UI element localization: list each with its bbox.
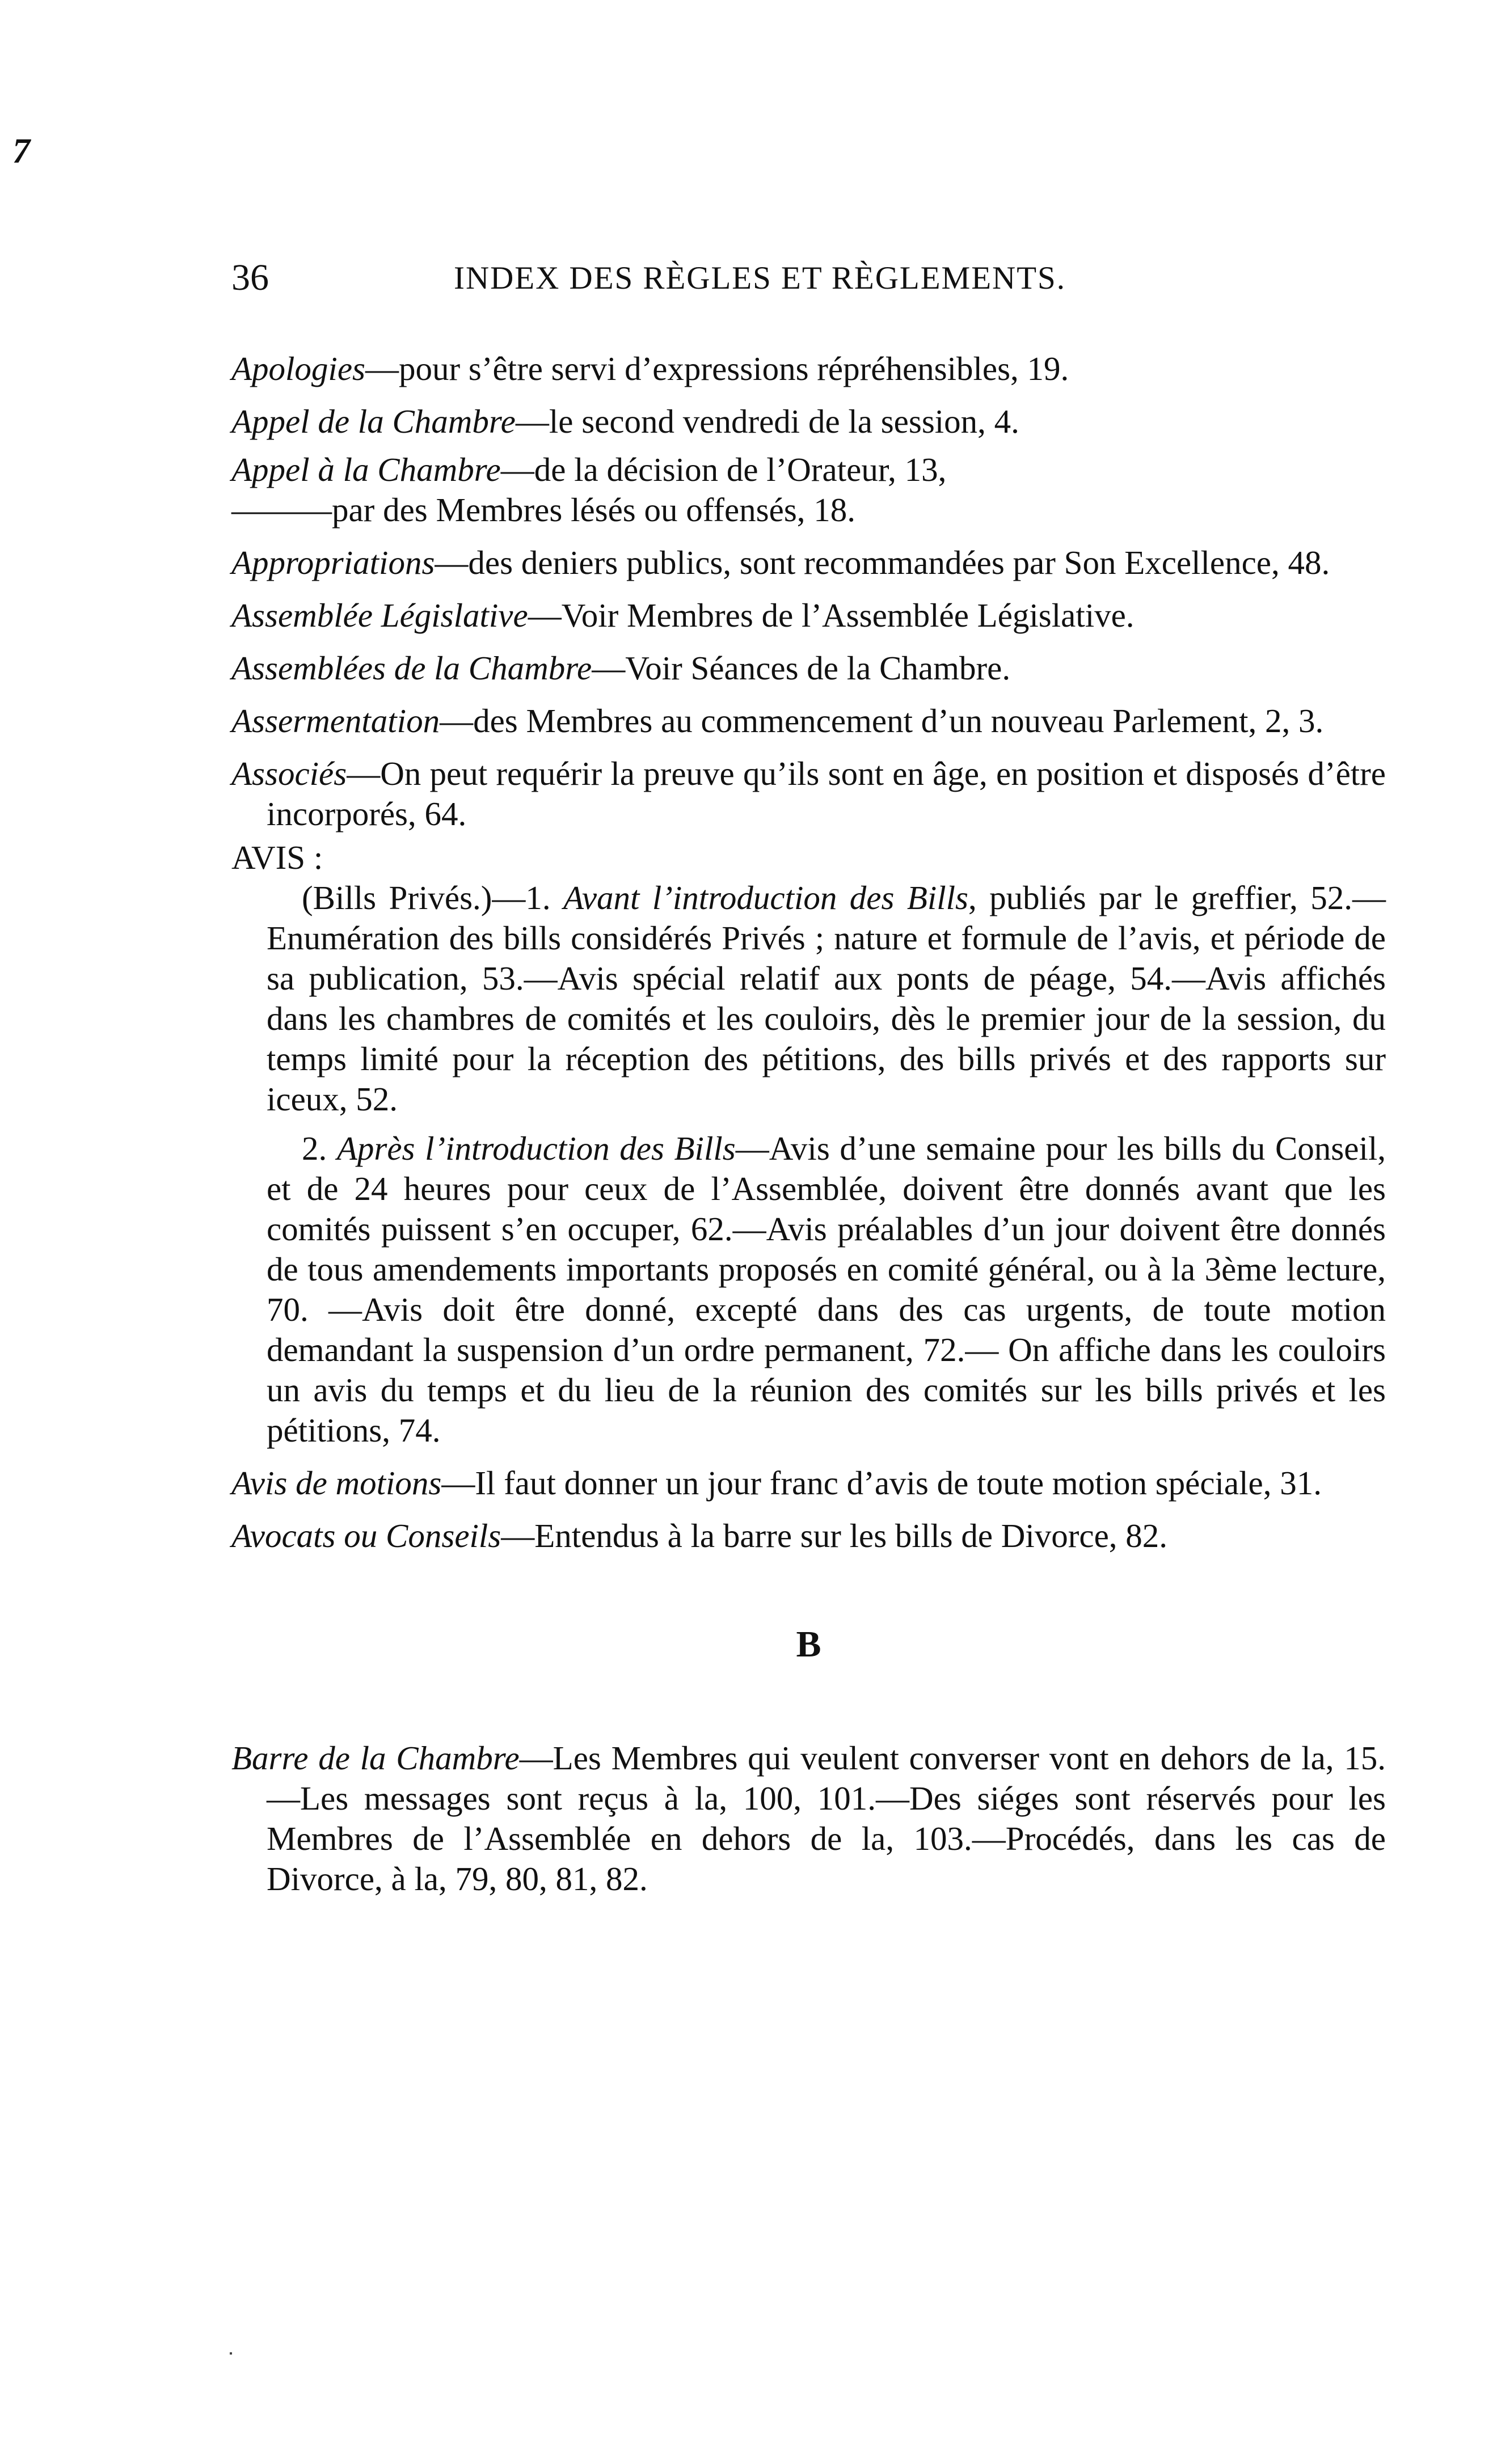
para-text: —Avis d’une semaine pour les bills du Conseil, et de 24 heures pour ceux de l’Assemblée, doivent être donnés avant que les comités puissent s’en occuper, 62.—Avis préalables d’un jour doivent être donnés de tous amendements importants proposés en comité général, ou à la 3ème lecture, 70. —Avis doit être donné, excepté dans des cas urgents, de toute motion demandant la suspension d’un ordre permanent, 72.— On affiche dans les couloirs un avis du temps et du lieu de la réunion des comités sur les bills privés et les pétitions, 74.	[267, 1130, 1386, 1449]
index-entry-assemblees-de-la-chambre	[231, 648, 1386, 688]
section-letter-b: B	[796, 1624, 821, 1665]
entry-text: —des deniers publics, sont recommandées par Son Excellence, 48.	[435, 544, 1330, 581]
para-lead: (Bills Privés.)—1.	[302, 879, 564, 916]
para-lead: 2.	[302, 1130, 337, 1167]
entry-text: —pour s’être servi d’expressions répréhensibles, 19.	[365, 350, 1069, 387]
entry-text: —le second vendredi de la session, 4.	[515, 403, 1019, 440]
entry-term: Assemblée Législative	[231, 597, 528, 634]
index-entry-appel-de-la-chambre	[231, 401, 1386, 442]
entry-term: Appropriations	[231, 544, 435, 581]
page-header	[231, 256, 1417, 307]
entry-term: Appel à la Chambre	[231, 451, 501, 488]
index-entry-appel-a-la-chambre	[231, 450, 1386, 490]
entry-text: —Voir Séances de la Chambre.	[592, 649, 1011, 687]
index-entry-avis-de-motions	[231, 1463, 1386, 1503]
index-entry-avocats	[231, 1516, 1386, 1556]
entry-term: Appel de la Chambre	[231, 403, 516, 440]
index-entry-assemblee-legislative	[231, 595, 1386, 636]
para-text: , publiés par le greffier, 52.—Enumération des bills considérés Privés ; nature et formule de l’avis, et période de sa publication, 53.—Avis spécial relatif aux ponts de péage, 54.—Avis affichés dans les chambres de comités et les couloirs, dès le premier jour de la session, du temps limité pour la réception des pétitions, des bills privés et des rapports sur iceux, 52.	[267, 879, 1386, 1118]
entry-text: —Voir Membres de l’Assemblée Législative.	[528, 597, 1135, 634]
avis-paragraph-1	[267, 878, 1386, 1119]
index-entry-apologies	[231, 349, 1386, 389]
index-entry-associes	[231, 754, 1386, 834]
entry-text: —des Membres au commencement d’un nouveau Parlement, 2, 3.	[440, 702, 1324, 739]
entry-term: Assemblées de la Chambre	[231, 649, 592, 687]
avis-paragraph-2	[267, 1129, 1386, 1451]
index-content	[231, 349, 1386, 1912]
index-entry-appel-continuation	[231, 490, 1386, 530]
index-entry-appropriations	[231, 543, 1386, 583]
entry-term: Associés	[231, 755, 347, 792]
entry-term: Assermentation	[231, 702, 440, 739]
entry-text: —On peut requérir la preuve qu’ils sont en âge, en position et disposés d’être incorporés, 64.	[267, 755, 1386, 832]
running-title: INDEX DES RÈGLES ET RÈGLEMENTS.	[454, 260, 1066, 296]
entry-text: —Entendus à la barre sur les bills de Divorce, 82.	[501, 1517, 1168, 1554]
entry-term: Apologies	[231, 350, 365, 387]
avis-heading: AVIS :	[231, 839, 323, 876]
entry-text: —Il faut donner un jour franc d’avis de toute motion spéciale, 31.	[441, 1464, 1322, 1502]
margin-mark: 7	[12, 132, 30, 171]
page-number: 36	[231, 257, 269, 298]
entry-term: Avocats ou Conseils	[231, 1517, 501, 1554]
para-term: Avant l’introduction des Bills	[563, 879, 969, 916]
index-entry-assermentation	[231, 701, 1386, 741]
entry-term: Avis de motions	[231, 1464, 442, 1502]
entry-text: —de la décision de l’Orateur, 13,	[500, 451, 947, 488]
index-entry-barre-de-la-chambre	[231, 1738, 1386, 1899]
page-speck	[230, 2352, 232, 2355]
entry-term: Barre de la Chambre	[231, 1739, 520, 1777]
para-term: Après l’introduction des Bills	[336, 1130, 736, 1167]
entry-text: ———par des Membres lésés ou offensés, 18.	[231, 491, 856, 529]
entry-text: —Les Membres qui veulent converser vont en dehors de la, 15.—Les messages sont reçus à la, 100, 101.—Des siéges sont réservés pour les Membres de l’Assemblée en dehors de la, 103.—Procédés, dans les cas de Divorce, à la, 79, 80, 81, 82.	[267, 1739, 1386, 1897]
